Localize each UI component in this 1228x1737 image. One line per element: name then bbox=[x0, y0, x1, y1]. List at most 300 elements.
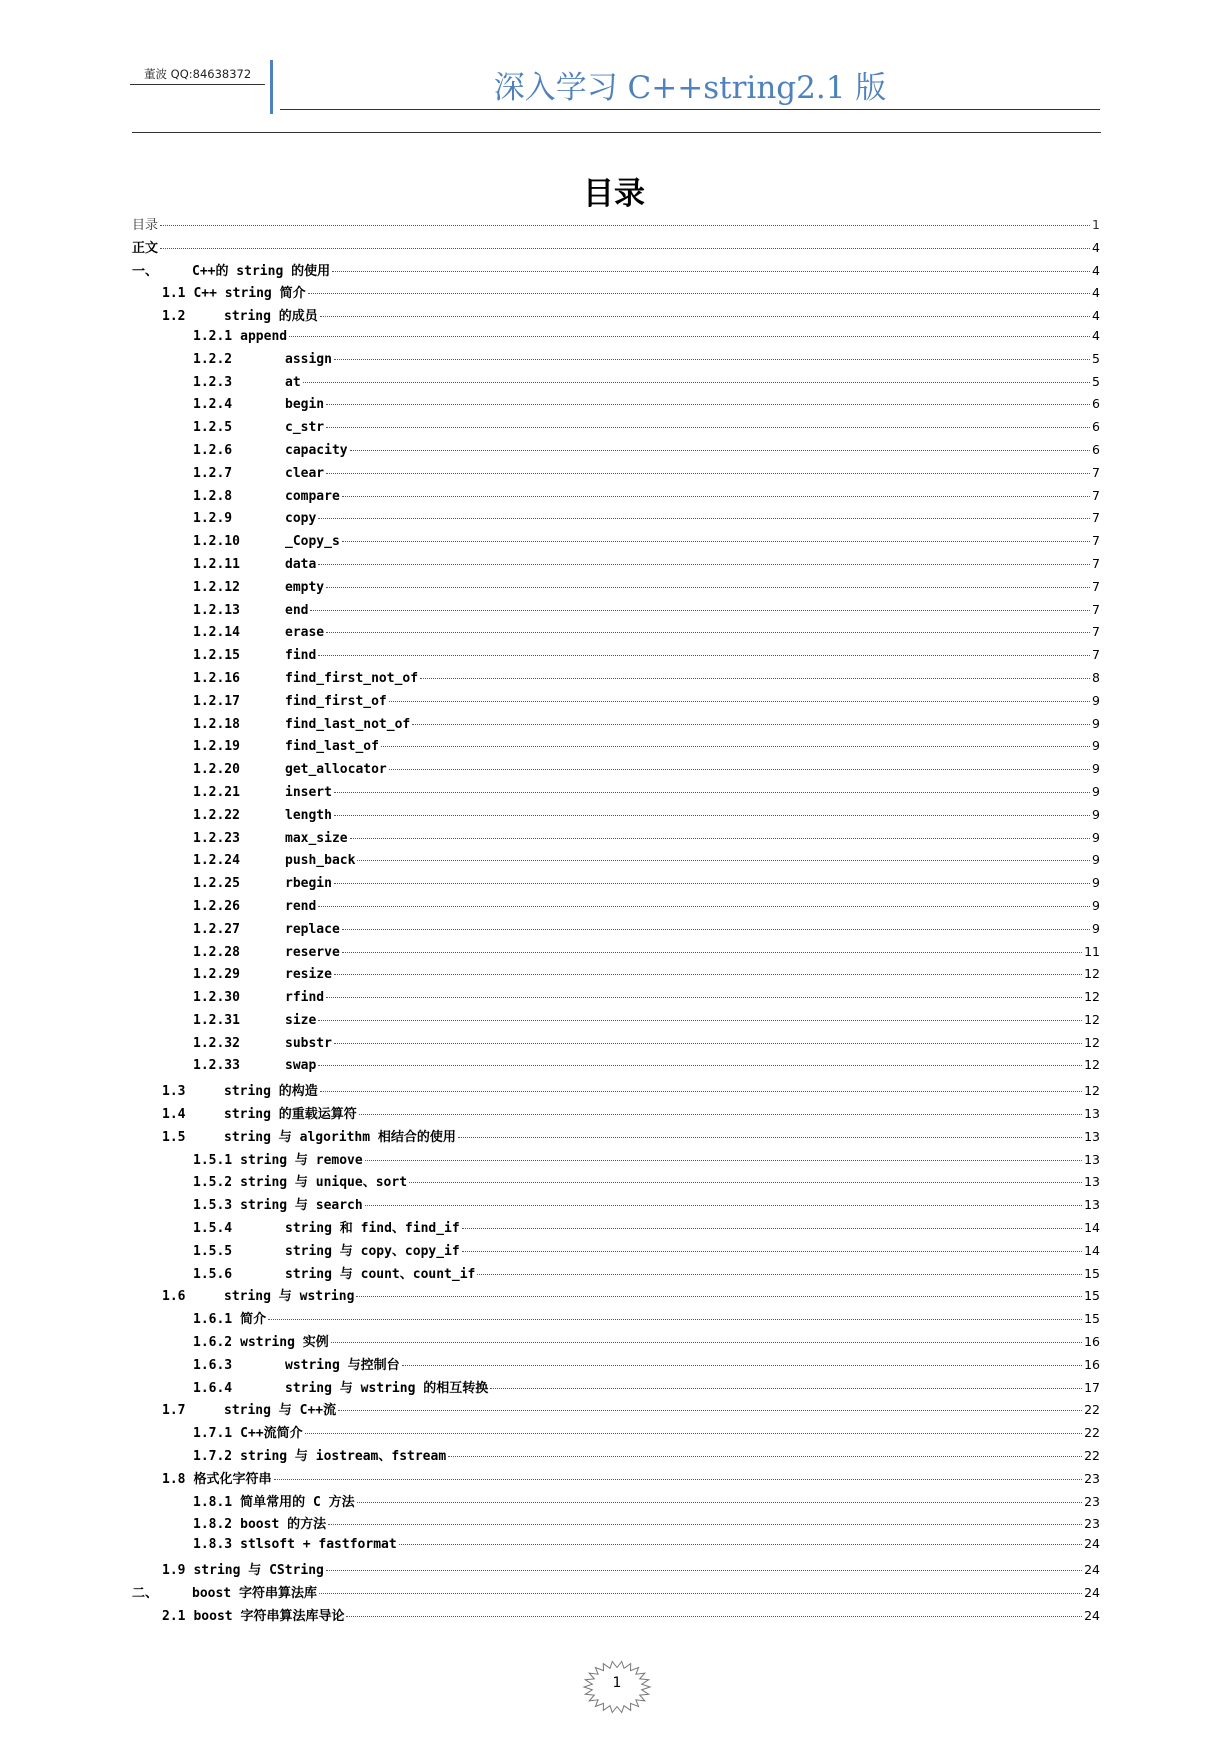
toc-entry-label bbox=[193, 1149, 363, 1168]
page-number: 1 bbox=[612, 1675, 622, 1691]
toc-entry-label bbox=[193, 625, 324, 640]
toc-entry-number: 1.2.13 bbox=[193, 602, 240, 618]
toc-entry-page: 9 bbox=[1092, 715, 1100, 731]
toc-entry-page: 4 bbox=[1092, 285, 1100, 301]
header-author-rule bbox=[130, 84, 265, 85]
toc-entry-label bbox=[193, 1194, 363, 1213]
toc-entry-label bbox=[193, 1263, 475, 1282]
toc-entry-page: 6 bbox=[1092, 396, 1100, 412]
toc-entry[interactable] bbox=[132, 237, 1100, 260]
toc-entry[interactable] bbox=[132, 1263, 1100, 1286]
toc-entry-text: string 与 algorithm 相结合的使用 bbox=[224, 1129, 456, 1145]
toc-entry[interactable] bbox=[132, 465, 1100, 488]
toc-entry-label bbox=[193, 967, 332, 982]
toc-entry-text: max_size bbox=[285, 830, 348, 846]
toc-entry-number: 1.2.21 bbox=[193, 784, 240, 800]
toc-dot-leader bbox=[310, 610, 1090, 611]
toc-entry-page: 4 bbox=[1092, 308, 1100, 324]
toc-dot-leader bbox=[160, 248, 1090, 249]
toc-entry-text: get_allocator bbox=[285, 762, 387, 778]
toc-entry-label bbox=[193, 899, 316, 914]
toc-dot-leader bbox=[342, 541, 1090, 542]
toc-dot-leader bbox=[350, 838, 1090, 839]
toc-entry-text: end bbox=[285, 602, 309, 618]
toc-entry-number: 1.2.19 bbox=[193, 739, 240, 755]
toc-dot-leader bbox=[332, 271, 1090, 272]
toc-entry[interactable] bbox=[132, 1536, 1100, 1559]
toc-dot-leader bbox=[350, 450, 1090, 451]
toc-entry[interactable] bbox=[132, 1126, 1100, 1149]
toc-entry[interactable] bbox=[132, 1057, 1100, 1080]
toc-entry-page: 22 bbox=[1084, 1448, 1100, 1464]
toc-entry-number: 1.7 bbox=[162, 1403, 186, 1419]
toc-dot-leader bbox=[328, 1524, 1082, 1525]
toc-entry-page: 11 bbox=[1084, 943, 1100, 959]
toc-entry-text: replace bbox=[285, 921, 340, 937]
toc-entry-number: 1.3 bbox=[162, 1084, 186, 1100]
toc-entry-label bbox=[193, 831, 348, 846]
toc-dot-leader bbox=[326, 473, 1090, 474]
toc-entry-number: 1.5.4 bbox=[193, 1221, 233, 1237]
toc-dot-leader bbox=[412, 724, 1090, 725]
toc-entry-text: 目录 bbox=[132, 218, 159, 233]
toc-entry-page: 7 bbox=[1092, 647, 1100, 663]
toc-entry-page: 9 bbox=[1092, 852, 1100, 868]
toc-entry-label bbox=[162, 1080, 318, 1099]
toc-entry-page: 24 bbox=[1084, 1607, 1100, 1623]
toc-entry-page: 8 bbox=[1092, 669, 1100, 685]
toc-entry-text: erase bbox=[285, 625, 325, 641]
toc-entry-text: rfind bbox=[285, 990, 325, 1006]
toc-entry[interactable] bbox=[132, 396, 1100, 419]
toc-entry-label bbox=[193, 443, 348, 458]
toc-entry-number: 1.2.8 bbox=[193, 488, 233, 504]
toc-entry-text: 简单常用的 C 方法 bbox=[240, 1494, 355, 1510]
toc-entry-number: 1.4 bbox=[162, 1107, 186, 1123]
toc-entry[interactable] bbox=[132, 556, 1100, 579]
toc-entry-page: 12 bbox=[1084, 1011, 1100, 1027]
toc-entry-page: 24 bbox=[1084, 1536, 1100, 1552]
toc-entry-text: find_first_of bbox=[285, 693, 387, 709]
toc-entry-label bbox=[193, 1491, 355, 1510]
toc-entry-text: string 与 wstring 的相互转换 bbox=[285, 1380, 489, 1396]
toc-entry-label bbox=[132, 260, 330, 279]
toc-entry-number: 1.2.22 bbox=[193, 807, 240, 823]
toc-entry[interactable] bbox=[132, 761, 1100, 784]
toc-dot-leader bbox=[420, 678, 1090, 679]
toc-entry-number: 1.8.1 bbox=[193, 1494, 233, 1510]
toc-entry-number: 1.2.28 bbox=[193, 944, 240, 960]
toc-entry-number: 二、 bbox=[132, 1585, 159, 1601]
toc-entry[interactable] bbox=[132, 1354, 1100, 1377]
toc-entry-page: 23 bbox=[1084, 1470, 1100, 1486]
toc-dot-leader bbox=[318, 655, 1090, 656]
toc-entry-page: 12 bbox=[1084, 1057, 1100, 1073]
toc-entry-text: rend bbox=[285, 898, 317, 914]
toc-entry-label bbox=[162, 1126, 456, 1145]
toc-entry[interactable] bbox=[132, 1012, 1100, 1035]
toc-dot-leader bbox=[409, 1182, 1082, 1183]
toc-entry-page: 13 bbox=[1084, 1174, 1100, 1190]
toc-entry[interactable] bbox=[132, 784, 1100, 807]
toc-entry[interactable] bbox=[132, 647, 1100, 670]
toc-entry-page: 15 bbox=[1084, 1311, 1100, 1327]
toc-dot-leader bbox=[318, 1065, 1082, 1066]
toc-entry-page: 16 bbox=[1084, 1334, 1100, 1350]
toc-entry-page: 6 bbox=[1092, 419, 1100, 435]
header-divider-bar bbox=[270, 60, 273, 114]
toc-entry[interactable] bbox=[132, 1240, 1100, 1263]
toc-dot-leader bbox=[326, 1570, 1082, 1571]
toc-entry[interactable] bbox=[132, 1285, 1100, 1308]
toc-entry-text: string 与 count、count_if bbox=[285, 1266, 476, 1282]
toc-entry-label bbox=[193, 785, 332, 800]
toc-entry-page: 15 bbox=[1084, 1265, 1100, 1281]
header-author: 董波 QQ:84638372 bbox=[144, 67, 252, 81]
toc-dot-leader bbox=[268, 1319, 1082, 1320]
toc-entry-number: 1.6.2 bbox=[193, 1335, 233, 1351]
toc-entry-number: 1.2.23 bbox=[193, 830, 240, 846]
toc-entry-text: C++流简介 bbox=[240, 1426, 303, 1442]
toc-entry-label bbox=[193, 739, 379, 754]
toc-entry[interactable] bbox=[132, 510, 1100, 533]
header-title-rule bbox=[280, 109, 1100, 110]
toc-entry-page: 16 bbox=[1084, 1356, 1100, 1372]
toc-entry[interactable] bbox=[132, 716, 1100, 739]
toc-dot-leader bbox=[346, 1616, 1082, 1617]
toc-entry-number: 1.7.2 bbox=[193, 1449, 233, 1465]
toc-entry-label bbox=[193, 580, 324, 595]
toc-entry-text: empty bbox=[285, 579, 325, 595]
toc-entry-number: 1.2.24 bbox=[193, 853, 240, 869]
toc-entry-label bbox=[193, 1445, 446, 1464]
toc-entry-number: 1.2.11 bbox=[193, 556, 240, 572]
toc-entry-page: 1 bbox=[1092, 217, 1100, 232]
toc-entry-number: 1.5.6 bbox=[193, 1266, 233, 1282]
toc-entry-number: 1.2.31 bbox=[193, 1012, 240, 1028]
toc-entry-number: 1.6.1 bbox=[193, 1312, 233, 1328]
toc-entry-text: string 与 iostream、fstream bbox=[240, 1449, 447, 1465]
toc-entry-label bbox=[193, 1217, 460, 1236]
toc-entry-text: resize bbox=[285, 967, 332, 983]
toc-entry-label bbox=[193, 1377, 488, 1396]
toc-entry-number: 1.6.4 bbox=[193, 1380, 233, 1396]
toc-entry[interactable] bbox=[132, 966, 1100, 989]
toc-entry-page: 12 bbox=[1084, 989, 1100, 1005]
toc-entry-text: at bbox=[285, 374, 301, 390]
toc-entry-number: 1.6.3 bbox=[193, 1357, 233, 1373]
toc-entry-label bbox=[193, 922, 340, 937]
toc-entry[interactable] bbox=[132, 989, 1100, 1012]
toc-entry[interactable] bbox=[132, 214, 1100, 237]
toc-entry-number: 1.2.18 bbox=[193, 716, 240, 732]
toc-entry[interactable] bbox=[132, 693, 1100, 716]
toc-entry-text: string 和 find、find_if bbox=[285, 1221, 460, 1237]
toc-entry-label bbox=[193, 329, 287, 344]
toc-entry[interactable] bbox=[132, 1149, 1100, 1172]
toc-entry-text: 格式化字符串 bbox=[193, 1471, 272, 1487]
toc-entry-label bbox=[132, 237, 158, 256]
toc-dot-leader bbox=[490, 1388, 1082, 1389]
toc-entry-page: 7 bbox=[1092, 510, 1100, 526]
toc-entry-page: 22 bbox=[1084, 1402, 1100, 1418]
toc-dot-leader bbox=[326, 632, 1090, 633]
toc-entry-label bbox=[132, 214, 158, 233]
toc-dot-leader bbox=[334, 792, 1090, 793]
toc-entry-number: 一、 bbox=[132, 263, 159, 279]
toc-entry[interactable] bbox=[132, 1377, 1100, 1400]
toc-dot-leader bbox=[477, 1274, 1082, 1275]
toc-entry-text: string 的构造 bbox=[224, 1084, 318, 1100]
toc-entry-label bbox=[162, 1103, 357, 1122]
toc-entry-number: 1.5.5 bbox=[193, 1243, 233, 1259]
toc-entry-text: string 的重载运算符 bbox=[224, 1107, 357, 1123]
toc-entry-text: boost 字符串算法库 bbox=[192, 1585, 317, 1601]
toc-dot-leader bbox=[326, 587, 1090, 588]
toc-entry-label bbox=[193, 489, 340, 504]
toc-entry-text: insert bbox=[285, 784, 332, 800]
toc-entry[interactable] bbox=[132, 328, 1100, 351]
toc-entry-page: 13 bbox=[1084, 1128, 1100, 1144]
toc-dot-leader bbox=[160, 225, 1090, 226]
toc-entry-page: 24 bbox=[1084, 1584, 1100, 1600]
toc-entry-label bbox=[193, 603, 308, 618]
toc-dot-leader bbox=[334, 974, 1082, 975]
toc-entry-text: length bbox=[285, 807, 332, 823]
toc-entry-page: 12 bbox=[1084, 966, 1100, 982]
toc-entry-number: 1.1 bbox=[162, 286, 186, 302]
toc-entry-number: 1.8.3 bbox=[193, 1537, 233, 1553]
toc-entry-page: 23 bbox=[1084, 1493, 1100, 1509]
toc-entry-text: boost 字符串算法库导论 bbox=[193, 1608, 345, 1624]
toc-entry-text: push_back bbox=[285, 853, 356, 869]
toc-entry-page: 15 bbox=[1084, 1288, 1100, 1304]
toc-dot-leader bbox=[318, 1020, 1082, 1021]
toc-entry-label bbox=[162, 305, 318, 324]
toc-entry[interactable] bbox=[132, 282, 1100, 305]
toc-entry-number: 1.2.5 bbox=[193, 420, 233, 436]
toc-entry-page: 13 bbox=[1084, 1197, 1100, 1213]
toc-entry-label bbox=[193, 990, 324, 1005]
toc-entry[interactable] bbox=[132, 419, 1100, 442]
toc-entry[interactable] bbox=[132, 1491, 1100, 1514]
toc-entry-number: 1.2.2 bbox=[193, 351, 233, 367]
toc-entry-page: 14 bbox=[1084, 1242, 1100, 1258]
toc-entry-page: 9 bbox=[1092, 692, 1100, 708]
toc-entry-label bbox=[162, 1468, 272, 1487]
toc-entry-number: 1.2.16 bbox=[193, 670, 240, 686]
toc-entry-text: append bbox=[240, 328, 288, 344]
toc-dot-leader bbox=[319, 1593, 1082, 1594]
toc-entry[interactable] bbox=[132, 374, 1100, 397]
toc-entry-number: 1.5.1 bbox=[193, 1152, 233, 1168]
toc-dot-leader bbox=[334, 815, 1090, 816]
toc-entry-page: 7 bbox=[1092, 555, 1100, 571]
toc-dot-leader bbox=[389, 701, 1090, 702]
toc-entry[interactable] bbox=[132, 1399, 1100, 1422]
toc-entry-text: string 与 copy、copy_if bbox=[285, 1243, 460, 1259]
toc-entry-page: 24 bbox=[1084, 1562, 1100, 1578]
toc-entry-page: 7 bbox=[1092, 624, 1100, 640]
toc-entry-number: 1.8.2 bbox=[193, 1517, 233, 1533]
toc-entry[interactable] bbox=[132, 1080, 1100, 1103]
toc-entry-label bbox=[193, 945, 340, 960]
toc-entry-label bbox=[193, 511, 316, 526]
toc-dot-leader bbox=[365, 1160, 1082, 1161]
toc-entry-text: boost 的方法 bbox=[240, 1517, 327, 1533]
toc-dot-leader bbox=[289, 336, 1090, 337]
toc-entry[interactable] bbox=[132, 670, 1100, 693]
toc-entry[interactable] bbox=[132, 260, 1100, 283]
toc-dot-leader bbox=[331, 1342, 1082, 1343]
toc-entry-number: 1.2.6 bbox=[193, 442, 233, 458]
toc-entry-text: c_str bbox=[285, 420, 325, 436]
toc-entry-page: 9 bbox=[1092, 897, 1100, 913]
toc-dot-leader bbox=[320, 1091, 1082, 1092]
toc-entry[interactable] bbox=[132, 1035, 1100, 1058]
toc-entry-number: 1.2.12 bbox=[193, 579, 240, 595]
toc-dot-leader bbox=[318, 518, 1090, 519]
toc-entry[interactable] bbox=[132, 351, 1100, 374]
toc-entry-label bbox=[193, 420, 324, 435]
toc-entry[interactable] bbox=[132, 305, 1100, 328]
toc-entry-page: 12 bbox=[1084, 1083, 1100, 1099]
toc-entry-text: _Copy_s bbox=[285, 534, 340, 550]
toc-dot-leader bbox=[334, 359, 1090, 360]
toc-entry-text: string 与 search bbox=[240, 1198, 363, 1214]
toc-entry[interactable] bbox=[132, 1468, 1100, 1491]
toc-entry-number: 1.5 bbox=[162, 1129, 186, 1145]
toc-entry-text: reserve bbox=[285, 944, 340, 960]
toc-entry[interactable] bbox=[132, 1308, 1100, 1331]
toc-entry-text: rbegin bbox=[285, 876, 332, 892]
toc-dot-leader bbox=[303, 382, 1090, 383]
toc-entry-number: 1.2.9 bbox=[193, 511, 233, 527]
toc-dot-leader bbox=[274, 1479, 1083, 1480]
toc-entry[interactable] bbox=[132, 579, 1100, 602]
toc-entry-label bbox=[193, 534, 340, 549]
toc-entry[interactable] bbox=[132, 1605, 1100, 1628]
toc-entry-number: 1.6 bbox=[162, 1289, 186, 1305]
toc-entry-number: 1.7.1 bbox=[193, 1426, 233, 1442]
toc-entry-text: string 与 unique、sort bbox=[240, 1175, 408, 1191]
toc-entry-page: 13 bbox=[1084, 1106, 1100, 1122]
toc-entry-number: 1.2.25 bbox=[193, 876, 240, 892]
toc-entry[interactable] bbox=[132, 738, 1100, 761]
toc-entry-page: 14 bbox=[1084, 1220, 1100, 1236]
toc-entry[interactable] bbox=[132, 488, 1100, 511]
toc-entry-label bbox=[193, 853, 355, 868]
toc-entry-text: string 与 remove bbox=[240, 1152, 363, 1168]
toc-entry[interactable] bbox=[132, 624, 1100, 647]
toc-entry-number: 1.2.7 bbox=[193, 465, 233, 481]
header-page-rule bbox=[132, 132, 1101, 133]
toc-entry-label bbox=[193, 1171, 407, 1190]
toc-entry-label bbox=[193, 762, 387, 777]
toc-entry[interactable] bbox=[132, 602, 1100, 625]
toc-entry-page: 7 bbox=[1092, 464, 1100, 480]
toc-entry-number: 1.2.30 bbox=[193, 990, 240, 1006]
toc-entry-number: 1.2.14 bbox=[193, 625, 240, 641]
toc-entry-page: 7 bbox=[1092, 601, 1100, 617]
toc-entry-number: 1.2.10 bbox=[193, 534, 240, 550]
toc-entry-label bbox=[193, 1013, 316, 1028]
toc-entry-page: 17 bbox=[1084, 1379, 1100, 1395]
toc-entry[interactable] bbox=[132, 807, 1100, 830]
toc-entry-label bbox=[193, 1308, 266, 1327]
toc-entry-page: 5 bbox=[1092, 350, 1100, 366]
toc-entry-label bbox=[193, 1537, 397, 1552]
toc-entry[interactable] bbox=[132, 852, 1100, 875]
toc-dot-leader bbox=[365, 1205, 1082, 1206]
toc-entry[interactable] bbox=[132, 1171, 1100, 1194]
toc-dot-leader bbox=[458, 1137, 1082, 1138]
toc-entry-text: wstring 与控制台 bbox=[285, 1357, 400, 1373]
toc-entry[interactable] bbox=[132, 1217, 1100, 1240]
toc-entry[interactable] bbox=[132, 1422, 1100, 1445]
toc-entry-label bbox=[193, 1422, 303, 1441]
toc-entry[interactable] bbox=[132, 944, 1100, 967]
toc-entry-label bbox=[162, 1285, 354, 1304]
toc-entry-page: 23 bbox=[1084, 1516, 1100, 1532]
toc-entry-text: 简介 bbox=[240, 1312, 267, 1328]
toc-entry[interactable] bbox=[132, 1513, 1100, 1536]
toc-entry[interactable] bbox=[132, 1103, 1100, 1126]
toc-entry-page: 9 bbox=[1092, 875, 1100, 891]
toc-entry[interactable] bbox=[132, 921, 1100, 944]
toc-entry[interactable] bbox=[132, 1582, 1100, 1605]
toc-dot-leader bbox=[326, 997, 1082, 998]
toc-entry-number: 1.8 bbox=[162, 1471, 186, 1487]
toc-entry-text: string 与 C++流 bbox=[224, 1403, 337, 1419]
toc-dot-leader bbox=[326, 404, 1090, 405]
toc-entry[interactable] bbox=[132, 830, 1100, 853]
toc-entry-label bbox=[132, 1582, 317, 1601]
toc-dot-leader bbox=[320, 316, 1090, 317]
toc-entry-text: C++的 string 的使用 bbox=[192, 263, 331, 279]
toc-entry-text: assign bbox=[285, 351, 332, 367]
toc-entry-text: 正文 bbox=[132, 240, 159, 256]
toc-entry-number: 1.2.1 bbox=[193, 328, 233, 344]
toc-entry[interactable] bbox=[132, 442, 1100, 465]
toc-entry-label bbox=[193, 1058, 316, 1073]
toc-entry-page: 4 bbox=[1092, 262, 1100, 278]
toc-dot-leader bbox=[399, 1544, 1082, 1545]
toc-entry[interactable] bbox=[132, 875, 1100, 898]
toc-entry-number: 1.2.17 bbox=[193, 693, 240, 709]
toc-entry[interactable] bbox=[132, 533, 1100, 556]
toc-entry-number: 1.2 bbox=[162, 309, 186, 325]
toc-entry-label bbox=[193, 466, 324, 481]
toc-entry[interactable] bbox=[132, 1331, 1100, 1354]
toc-entry-number: 1.5.2 bbox=[193, 1175, 233, 1191]
toc-entry-label bbox=[193, 352, 332, 367]
toc-entry-number: 1.2.3 bbox=[193, 374, 233, 390]
toc-dot-leader bbox=[342, 929, 1090, 930]
toc-entry-text: begin bbox=[285, 397, 325, 413]
toc-entry-label bbox=[193, 1513, 326, 1532]
toc-entry[interactable] bbox=[132, 1194, 1100, 1217]
toc-entry-number: 1.9 bbox=[162, 1563, 186, 1579]
toc-entry-page: 22 bbox=[1084, 1425, 1100, 1441]
toc-entry-label bbox=[193, 1354, 400, 1373]
toc-entry[interactable] bbox=[132, 1445, 1100, 1468]
toc-entry[interactable] bbox=[132, 1559, 1100, 1582]
toc-entry[interactable] bbox=[132, 898, 1100, 921]
toc-entry-text: string 与 CString bbox=[193, 1563, 324, 1579]
toc-entry-text: find_last_not_of bbox=[285, 716, 411, 732]
toc-entry-label bbox=[193, 671, 418, 686]
